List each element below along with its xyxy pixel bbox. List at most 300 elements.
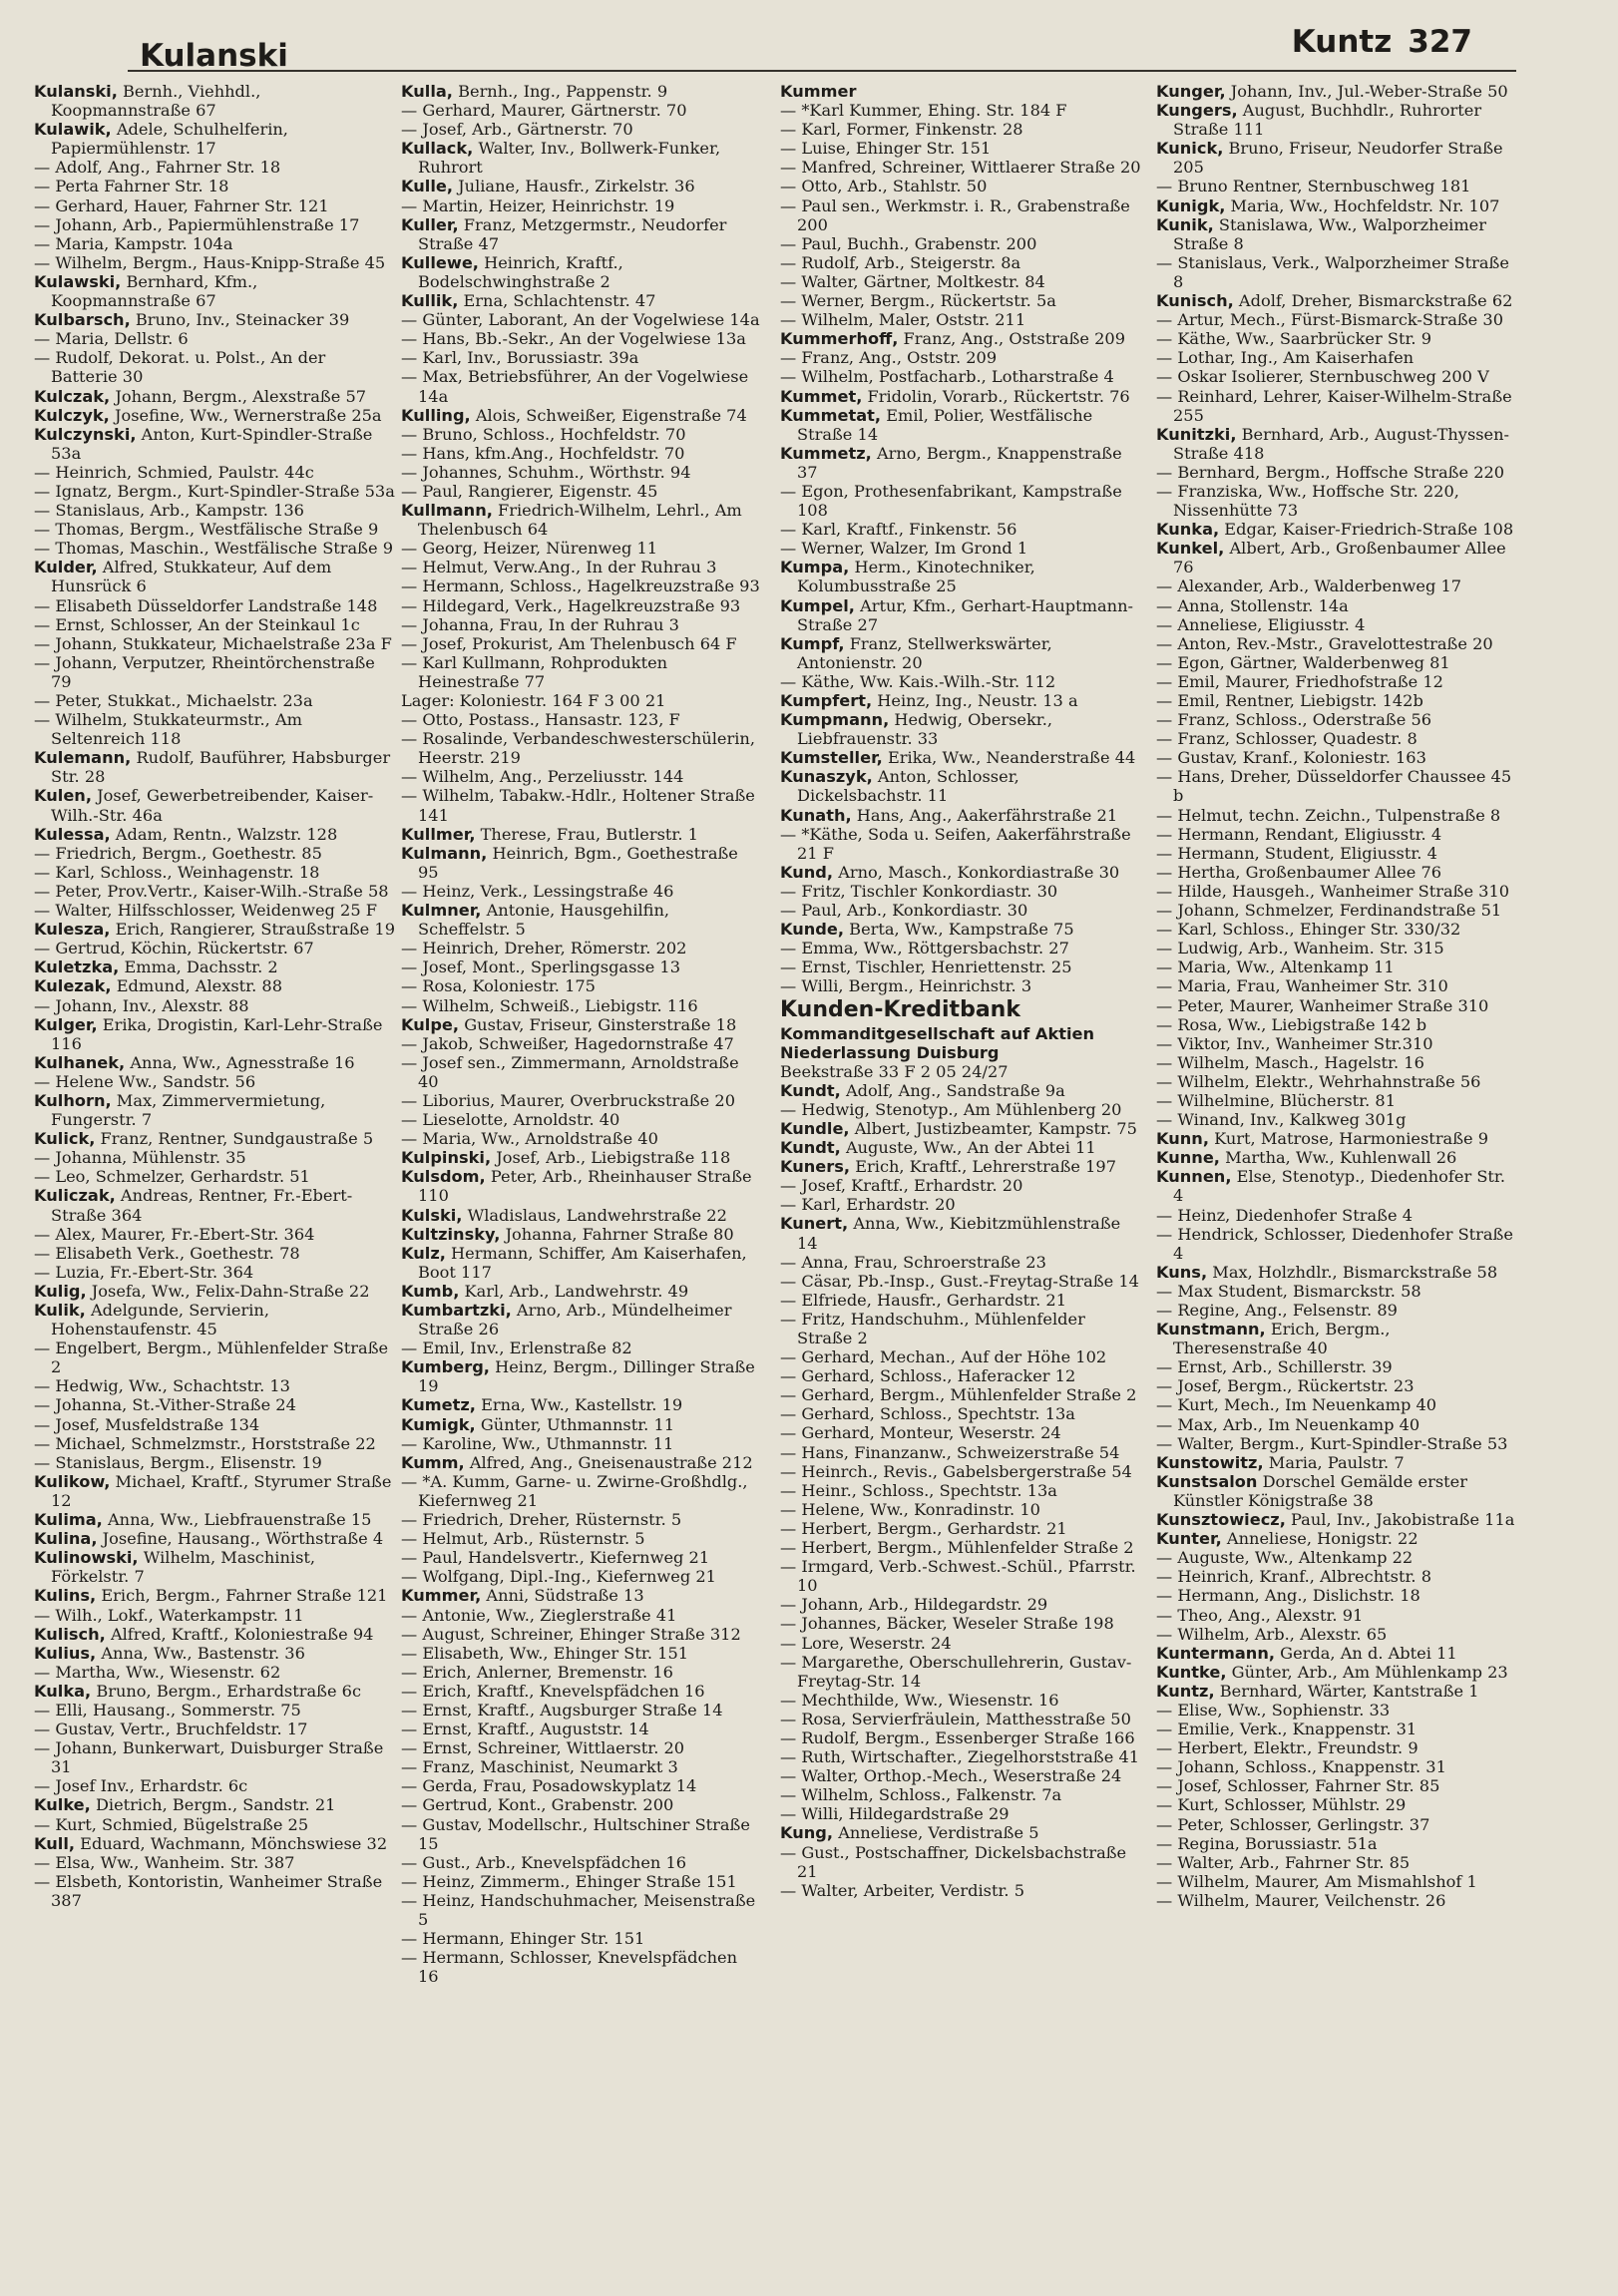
directory-entry (401, 1948, 762, 1986)
entry-text: — Hedwig, Stenotyp., Am Mühlenberg 20 (780, 1099, 1122, 1119)
entry-text: — Karl Kullmann, Rohprodukten Heinestraße 77 (401, 652, 668, 691)
directory-entry (34, 976, 395, 995)
entry-text: — Maria, Ww., Arnoldstraße 40 (401, 1129, 658, 1149)
directory-entry (780, 310, 1141, 329)
entry-text: — Lothar, Ing., Am Kaiserhafen (1156, 348, 1415, 368)
entry-text: — Gertrud, Kont., Grabenstr. 200 (401, 1795, 674, 1815)
directory-entry (401, 444, 762, 463)
directory-entry (401, 1663, 762, 1682)
entry-text: — Johann, Inv., Alexstr. 88 (34, 995, 249, 1015)
directory-entry (401, 882, 762, 901)
entry-text: Arno, Masch., Konkordiastraße 30 (833, 862, 1120, 882)
entry-text: Lager: Koloniestr. 164 F 3 00 21 (401, 691, 666, 710)
column-1 (34, 82, 395, 1910)
directory-entry (34, 1282, 395, 1301)
entry-text: — Antonie, Ww., Zieglerstraße 41 (401, 1605, 677, 1625)
directory-entry (780, 1253, 1141, 1272)
directory-entry (34, 1510, 395, 1529)
directory-entry (1156, 1434, 1517, 1453)
directory-entry (780, 196, 1141, 234)
entry-text: — Heinz, Handschuhmacher, Meisenstraße 5 (401, 1890, 756, 1929)
directory-entry (34, 329, 395, 348)
entry-text: — Heinz, Zimmerm., Ehinger Straße 151 (401, 1871, 737, 1891)
directory-entry (401, 1738, 762, 1757)
directory-entry (780, 1614, 1141, 1633)
directory-entry (34, 1091, 395, 1129)
directory-entry (1156, 1053, 1517, 1072)
directory-entry (401, 215, 762, 253)
entry-text: — Thomas, Maschin., Westfälische Straße 9 (34, 539, 394, 559)
entry-text: — Rosalinde, Verbandeschwesterschülerin, Heerstr. 219 (401, 729, 755, 768)
entry-text: — Peter, Stukkat., Michaelstr. 23a (34, 691, 313, 710)
entry-text: — Wolfgang, Dipl.-Ing., Kiefernweg 21 (401, 1567, 716, 1587)
directory-entry (34, 1795, 395, 1814)
directory-entry (401, 501, 762, 539)
directory-entry (780, 234, 1141, 253)
entry-surname: Kulhorn, (34, 1090, 112, 1110)
entry-text: — Engelbert, Bergm., Mühlenfelder Straße 2 (34, 1339, 389, 1377)
entry-surname: Kumpel, (780, 595, 855, 615)
directory-entry (780, 1691, 1141, 1710)
directory-entry (401, 539, 762, 558)
directory-entry (34, 1186, 395, 1224)
entry-text: Fridolin, Vorarb., Rückertstr. 76 (862, 386, 1130, 406)
directory-entry (34, 1738, 395, 1776)
entry-text: Anni, Südstraße 13 (481, 1586, 644, 1606)
directory-entry (34, 1815, 395, 1834)
directory-entry (1156, 1776, 1517, 1795)
directory-entry (1156, 1644, 1517, 1663)
directory-entry (780, 634, 1141, 672)
entry-text: — Käthe, Ww. Kais.-Wilh.-Str. 112 (780, 671, 1056, 691)
entry-text: — Hermann, Ang., Dislichstr. 18 (1156, 1586, 1420, 1606)
directory-entry (34, 177, 395, 195)
directory-entry (780, 1766, 1141, 1785)
entry-text: — Wilhelm, Schloss., Falkenstr. 7a (780, 1785, 1062, 1805)
entry-text: Erika, Ww., Neanderstraße 44 (882, 748, 1136, 768)
directory-entry (780, 1385, 1141, 1404)
entry-text: Arno, Arb., Mündelheimer Straße 26 (418, 1301, 732, 1339)
entry-text: — Maria, Dellstr. 6 (34, 329, 189, 349)
entry-surname: Kulbarsch, (34, 310, 131, 330)
entry-surname: Kulmann, (401, 843, 488, 863)
entry-text: — Elsa, Ww., Wanheim. Str. 387 (34, 1852, 295, 1872)
entry-text: Anneliese, Verdistraße 5 (833, 1823, 1039, 1843)
entry-text: Bruno, Bergm., Erhardstraße 6c (91, 1681, 362, 1701)
entry-text: — Max Student, Bismarckstr. 58 (1156, 1281, 1421, 1301)
entry-text: — Herbert, Bergm., Gerhardstr. 21 (780, 1518, 1067, 1538)
entry-surname: Kummetz, (780, 443, 872, 463)
entry-text: — Heinr., Schloss., Spechtstr. 13a (780, 1480, 1057, 1500)
directory-entry (780, 672, 1141, 691)
entry-surname: Kulling, (401, 405, 471, 425)
directory-entry (401, 1625, 762, 1644)
entry-text: Anton, Kurt-Spindler-Straße 53a (51, 424, 373, 463)
directory-entry (401, 976, 762, 995)
entry-text: Heinrich, Bgm., Goethestraße 95 (418, 843, 738, 882)
directory-entry (780, 1347, 1141, 1366)
directory-entry (780, 1881, 1141, 1900)
directory-entry (1156, 1015, 1517, 1034)
entry-text: — Rudolf, Dekorat. u. Polst., An der Batterie 30 (34, 348, 326, 387)
directory-entry (34, 158, 395, 177)
entry-text: — Günter, Laborant, An der Vogelwiese 14a (401, 310, 760, 330)
directory-entry (780, 1366, 1141, 1385)
entry-text: Anna, Ww., Liebfrauenstraße 15 (102, 1510, 372, 1530)
directory-entry (1156, 1072, 1517, 1091)
directory-entry (34, 1263, 395, 1282)
entry-text: — Egon, Gärtner, Walderbenweg 81 (1156, 652, 1450, 672)
directory-entry (1156, 1548, 1517, 1567)
directory-entry (34, 425, 395, 463)
directory-entry (1156, 825, 1517, 844)
entry-text: Therese, Frau, Butlerstr. 1 (475, 824, 698, 844)
entry-text: — Gerhard, Mechan., Auf der Höhe 102 (780, 1347, 1107, 1367)
directory-entry (1156, 996, 1517, 1015)
entry-surname: Kuntz, (1156, 1681, 1215, 1701)
directory-entry (1156, 1472, 1517, 1510)
directory-entry (1156, 1853, 1517, 1872)
directory-entry (34, 825, 395, 844)
directory-entry (401, 1891, 762, 1929)
entry-text: — Karl, Kraftf., Finkenstr. 56 (780, 520, 1017, 540)
directory-entry (401, 1301, 762, 1339)
entry-text: — *Karl Kummer, Ehing. Str. 184 F (780, 101, 1067, 121)
directory-entry (1156, 634, 1517, 653)
directory-entry (34, 387, 395, 406)
entry-text: — Paul, Rangierer, Eigenstr. 45 (401, 481, 658, 501)
directory-entry (401, 406, 762, 425)
entry-text: — Stanislaus, Arb., Kampstr. 136 (34, 501, 304, 521)
entry-text: Rudolf, Bauführer, Habsburger Str. 28 (51, 748, 391, 787)
entry-text: — Hedwig, Ww., Schachtstr. 13 (34, 1376, 290, 1396)
directory-entry (780, 329, 1141, 348)
entry-text: — Franz, Ang., Oststr. 209 (780, 348, 998, 368)
entry-surname: Kulder, (34, 558, 98, 577)
directory-entry (780, 1804, 1141, 1823)
directory-entry (1156, 253, 1517, 291)
directory-entry (780, 387, 1141, 406)
directory-entry (780, 1176, 1141, 1195)
entry-surname: Kulezak, (34, 976, 112, 996)
entry-surname: Kumsteller, (780, 748, 883, 768)
directory-entry (1156, 463, 1517, 482)
entry-text: — Karl, Inv., Borussiastr. 39a (401, 348, 639, 368)
entry-text: Paul, Inv., Jakobistraße 11a (1285, 1510, 1515, 1530)
directory-entry (401, 367, 762, 405)
entry-text: — Heinrch., Revis., Gabelsbergerstraße 54 (780, 1461, 1132, 1481)
entry-text: Adolf, Ang., Sandstraße 9a (840, 1080, 1065, 1100)
directory-entry (34, 844, 395, 863)
directory-entry (1156, 1757, 1517, 1776)
entry-text: — Wilhelm, Schweiß., Liebigstr. 116 (401, 995, 698, 1015)
directory-entry (401, 729, 762, 767)
entry-surname: Kulinowski, (34, 1548, 139, 1568)
directory-entry (401, 1167, 762, 1205)
entry-text: — Hans, kfm.Ang., Hochfeldstr. 70 (401, 443, 685, 463)
entry-surname: Kulikow, (34, 1471, 111, 1491)
directory-entry (1156, 367, 1517, 386)
entry-text: Kurt, Matrose, Harmoniestraße 9 (1208, 1129, 1489, 1149)
entry-text: Hedwig, Obersekr., Liebfrauenstr. 33 (797, 710, 1053, 749)
entry-surname: Kulius, (34, 1643, 97, 1663)
entry-text: — Paul, Arb., Konkordiastr. 30 (780, 901, 1028, 921)
directory-entry (1156, 1795, 1517, 1814)
entry-text: — Adolf, Ang., Fahrner Str. 18 (34, 158, 281, 178)
directory-entry (780, 1710, 1141, 1728)
directory-entry (780, 1195, 1141, 1214)
entry-text: — Fritz, Tischler Konkordiastr. 30 (780, 881, 1058, 901)
directory-entry (780, 558, 1141, 595)
directory-entry (401, 253, 762, 291)
directory-entry (401, 1644, 762, 1663)
directory-entry (780, 1538, 1141, 1557)
directory-entry (1156, 748, 1517, 767)
entry-text: Anton, Schlosser, Dickelsbachstr. 11 (797, 767, 1019, 806)
directory-entry (1156, 1034, 1517, 1053)
directory-entry (401, 1776, 762, 1795)
entry-surname: Kulpinski, (401, 1148, 492, 1168)
directory-entry (780, 139, 1141, 158)
entry-surname: Kunde, (780, 920, 845, 940)
directory-entry (780, 939, 1141, 957)
entry-text: Martha, Ww., Kuhlenwall 26 (1219, 1148, 1457, 1168)
entry-text: Heinz, Bergm., Dillinger Straße 19 (418, 1357, 755, 1396)
directory-entry (1156, 691, 1517, 710)
entry-text: Else, Stenotyp., Diedenhofer Str. 4 (1173, 1167, 1506, 1206)
entry-text: Auguste, Ww., An der Abtei 11 (840, 1138, 1096, 1158)
entry-text: — Theo, Ang., Alexstr. 91 (1156, 1605, 1364, 1625)
entry-surname: Kuletzka, (34, 957, 120, 977)
entry-text: Gustav, Friseur, Ginsterstraße 18 (459, 1014, 737, 1034)
entry-text: — Wilhelm, Maurer, Am Mismahlshof 1 (1156, 1871, 1477, 1891)
page-number: 327 (1408, 24, 1472, 60)
entry-text: Hans, Ang., Aakerfährstraße 21 (851, 805, 1118, 825)
entry-text: — Elli, Hausang., Sommerstr. 75 (34, 1700, 301, 1720)
directory-entry (1156, 806, 1517, 825)
entry-text: Max, Holzhdlr., Bismarckstraße 58 (1207, 1262, 1498, 1282)
directory-entry (1156, 957, 1517, 976)
directory-entry (34, 882, 395, 901)
directory-entry (401, 196, 762, 215)
directory-entry (401, 596, 762, 615)
entry-text: — Max, Arb., Im Neuenkamp 40 (1156, 1414, 1420, 1434)
entry-text: — Johann, Schloss., Knappenstr. 31 (1156, 1757, 1446, 1777)
entry-text: Dorschel Gemälde erster Künstler Königstraße 38 (1173, 1471, 1467, 1510)
directory-entry (780, 1119, 1141, 1138)
directory-entry (780, 1138, 1141, 1157)
directory-entry (34, 1415, 395, 1434)
directory-entry (780, 177, 1141, 195)
entry-surname: Kunick, (1156, 139, 1224, 159)
entry-text: — Alexander, Arb., Walderbenweg 17 (1156, 576, 1462, 596)
directory-entry (780, 1653, 1141, 1691)
entry-surname: Kulawski, (34, 271, 122, 291)
directory-entry (401, 82, 762, 101)
directory-entry (401, 1510, 762, 1529)
entry-text: — Johann, Verputzer, Rheintörchenstraße 79 (34, 652, 375, 691)
directory-entry (1156, 596, 1517, 615)
entry-text: Josefa, Ww., Felix-Dahn-Straße 22 (86, 1281, 370, 1301)
directory-entry (34, 1148, 395, 1167)
entry-surname: Kunsztowiecz, (1156, 1510, 1286, 1530)
entry-text: Bruno, Friseur, Neudorfer Straße 205 (1173, 139, 1503, 178)
entry-text: — Heinrich, Kranf., Albrechtstr. 8 (1156, 1567, 1431, 1587)
entry-surname: Kunisch, (1156, 291, 1234, 311)
directory-entry (34, 1586, 395, 1605)
entry-surname: Kunkel, (1156, 539, 1225, 559)
directory-entry (1156, 291, 1517, 310)
directory-entry (1156, 1453, 1517, 1472)
running-head-right (1276, 24, 1472, 60)
entry-text: Friedrich-Wilhelm, Lehrl., Am Thelenbusch 64 (418, 501, 742, 540)
directory-entry (401, 576, 762, 595)
entry-text: — Bernhard, Bergm., Hoffsche Straße 220 (1156, 462, 1505, 482)
entry-text: — Heinz, Verk., Lessingstraße 46 (401, 881, 674, 901)
entry-text: Franz, Metzgermstr., Neudorfer Straße 47 (418, 214, 727, 253)
directory-entry (401, 996, 762, 1015)
entry-text: — Ernst, Schlosser, An der Steinkaul 1c (34, 614, 360, 634)
entry-text: Erich, Kraftf., Lehrerstraße 197 (850, 1157, 1116, 1177)
entry-surname: Kunn, (1156, 1129, 1209, 1149)
entry-text: — Franz, Schloss., Oderstraße 56 (1156, 710, 1432, 730)
entry-surname: Kummer (780, 82, 857, 101)
directory-entry (34, 463, 395, 482)
directory-entry (401, 1701, 762, 1720)
directory-entry (1156, 101, 1517, 139)
directory-entry (780, 1310, 1141, 1347)
directory-entry (34, 82, 395, 120)
entry-text: — Anton, Rev.-Mstr., Gravelottestraße 20 (1156, 633, 1493, 653)
entry-text: — Lieselotte, Arnoldstr. 40 (401, 1110, 620, 1130)
entry-text: Berta, Ww., Kampstraße 75 (844, 920, 1074, 940)
directory-entry (34, 215, 395, 234)
entry-text: — Johann, Schmelzer, Ferdinandstraße 51 (1156, 901, 1502, 921)
entry-surname: Kunka, (1156, 520, 1220, 540)
directory-entry (401, 1682, 762, 1701)
entry-text: — Gustav, Kranf., Koloniestr. 163 (1156, 748, 1426, 768)
entry-text: Bernh., Ing., Pappenstr. 9 (452, 82, 668, 101)
entry-text: — Hertha, Großenbaumer Allee 76 (1156, 862, 1442, 882)
entry-text: — Elsbeth, Kontoristin, Wanheimer Straße 387 (34, 1871, 383, 1910)
directory-entry (1156, 976, 1517, 995)
directory-entry (780, 520, 1141, 539)
directory-entry (1156, 1872, 1517, 1891)
entry-surname: Kulczak, (34, 386, 111, 406)
entry-text: Karl, Arb., Landwehrstr. 49 (459, 1281, 689, 1301)
entry-surname: Kund, (780, 862, 834, 882)
entry-surname: Kulsdom, (401, 1167, 486, 1187)
directory-entry (1156, 1701, 1517, 1720)
entry-surname: Kulawik, (34, 120, 112, 140)
directory-entry (34, 1244, 395, 1263)
entry-text: — Gustav, Vertr., Bruchfeldstr. 17 (34, 1720, 308, 1739)
directory-entry (34, 786, 395, 824)
entry-text: — Rosa, Koloniestr. 175 (401, 976, 596, 996)
entry-text: — Liborius, Maurer, Overbruckstraße 20 (401, 1090, 735, 1110)
entry-surname: Kunstowitz, (1156, 1452, 1264, 1472)
directory-entry (401, 1586, 762, 1605)
entry-text: — Hans, Bb.-Sekr., An der Vogelwiese 13a (401, 329, 746, 349)
entry-text: — Ernst, Arb., Schillerstr. 39 (1156, 1357, 1393, 1377)
directory-entry (1156, 1625, 1517, 1644)
entry-text: August, Buchhdlr., Ruhrorter Straße 111 (1173, 101, 1482, 140)
directory-entry (780, 482, 1141, 520)
entry-text: — Michael, Schmelzmstr., Horststraße 22 (34, 1433, 376, 1453)
entry-text: Wilhelm, Maschinist, Förkelstr. 7 (51, 1548, 316, 1587)
directory-entry (401, 1034, 762, 1053)
entry-surname: Kumbartzki, (401, 1301, 512, 1320)
directory-entry (34, 1072, 395, 1091)
entry-text: — Johann, Stukkateur, Michaelstraße 23a F (34, 633, 392, 653)
directory-entry (1156, 1206, 1517, 1225)
entry-text: — Willi, Hildegardstraße 29 (780, 1804, 1010, 1824)
entry-surname: Kulka, (34, 1681, 92, 1701)
entry-text: — Georg, Heizer, Nürenweg 11 (401, 539, 658, 559)
directory-entry (1156, 520, 1517, 539)
entry-text: Erna, Schlachtenstr. 47 (458, 291, 656, 311)
entry-text: Alfred, Kraftf., Koloniestraße 94 (105, 1624, 374, 1644)
entry-surname: Kulik, (34, 1301, 86, 1320)
directory-entry (401, 1815, 762, 1853)
directory-entry (34, 272, 395, 310)
entry-surname: Kuller, (401, 214, 459, 234)
directory-entry (34, 1701, 395, 1720)
entry-text: Albert, Arb., Großenbaumer Allee 76 (1173, 539, 1506, 577)
entry-surname: Kulczynski, (34, 424, 137, 444)
directory-entry (780, 596, 1141, 634)
entry-text: — Hans, Dreher, Düsseldorfer Chaussee 45 b (1156, 767, 1512, 806)
directory-entry (780, 996, 1141, 1024)
entry-text: — Anna, Frau, Schroerstraße 23 (780, 1252, 1046, 1272)
entry-text: Max, Zimmervermietung, Fungerstr. 7 (51, 1090, 326, 1130)
entry-text: — Mechthilde, Ww., Wiesenstr. 16 (780, 1690, 1059, 1710)
directory-entry (34, 234, 395, 253)
entry-text: — Gerhard, Schloss., Spechtstr. 13a (780, 1404, 1075, 1424)
entry-text: Michael, Kraftf., Styrumer Straße 12 (51, 1471, 392, 1510)
entry-surname: Kulpe, (401, 1014, 460, 1034)
entry-text: Juliane, Hausfr., Zirkelstr. 36 (453, 177, 695, 196)
entry-text: — Hildegard, Verk., Hagelkreuzstraße 93 (401, 595, 741, 615)
entry-text: Andreas, Rentner, Fr.-Ebert-Straße 364 (51, 1186, 353, 1225)
entry-text: — Paul, Handelsvertr., Kiefernweg 21 (401, 1548, 710, 1568)
directory-entry (780, 348, 1141, 367)
directory-entry (34, 634, 395, 653)
directory-entry (780, 863, 1141, 882)
entry-text: Erich, Bergm., Fahrner Straße 121 (96, 1586, 388, 1606)
directory-entry (780, 158, 1141, 177)
directory-entry (1156, 1091, 1517, 1110)
directory-entry (401, 291, 762, 310)
directory-entry (34, 1015, 395, 1053)
entry-text: — Franz, Maschinist, Neumarkt 3 (401, 1757, 678, 1777)
entry-text: — Gerhard, Hauer, Fahrner Str. 121 (34, 195, 329, 215)
directory-entry (34, 120, 395, 158)
directory-entry (780, 1462, 1141, 1481)
directory-entry (780, 1043, 1141, 1062)
entry-text: Adam, Rentn., Walzstr. 128 (110, 824, 338, 844)
directory-entry (1156, 882, 1517, 901)
entry-text: Adele, Schulhelferin, Papiermühlenstr. 17 (51, 120, 288, 159)
entry-text: — Walter, Hilfsschlosser, Weidenweg 25 F (34, 901, 378, 921)
directory-entry (780, 272, 1141, 291)
entry-text: Wladislaus, Landwehrstraße 22 (462, 1205, 727, 1225)
entry-text: Johann, Bergm., Alexstraße 57 (110, 386, 367, 406)
entry-text: Bruno, Inv., Steinacker 39 (130, 310, 350, 330)
entry-text: — Gust., Arb., Knevelspfädchen 16 (401, 1852, 687, 1872)
directory-entry (401, 1872, 762, 1891)
directory-entry (401, 1206, 762, 1225)
